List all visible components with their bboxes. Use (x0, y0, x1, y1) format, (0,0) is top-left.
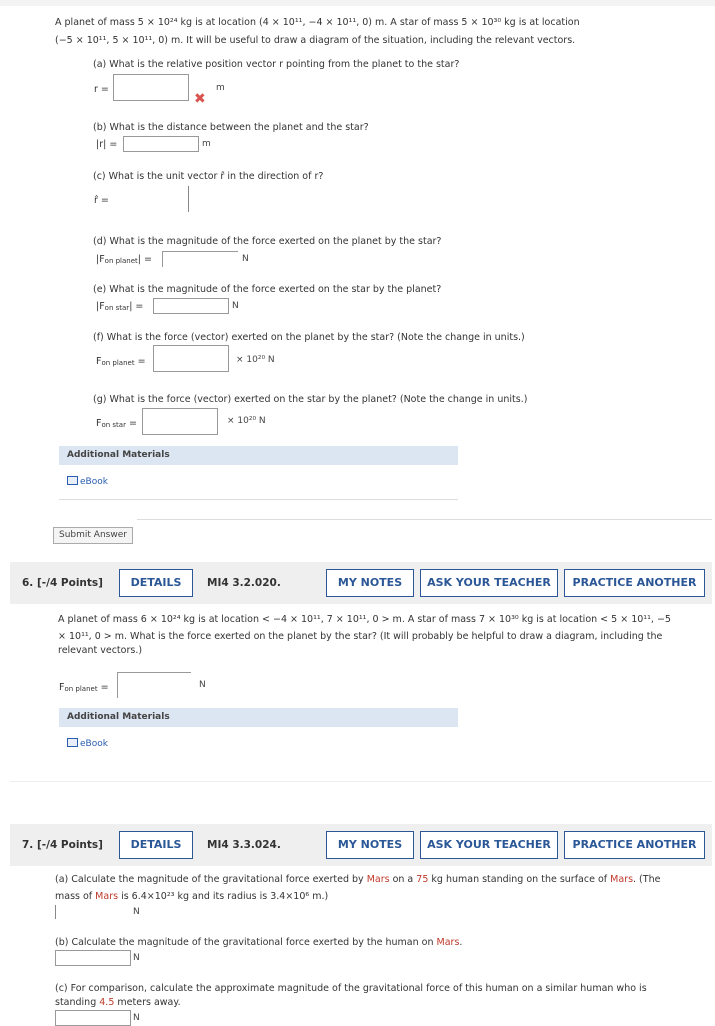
q7a-question-line2 (55, 891, 328, 902)
q5g-question: (g) What is the force (vector) exerted on the star by the planet? (Note the change in units.) (93, 394, 528, 405)
q5b-question: (b) What is the distance between the planet and the star? (93, 122, 369, 133)
q7b-unit: N (133, 953, 140, 963)
book-icon (67, 476, 78, 485)
q7-number: 7. [-/4 Points] (22, 839, 103, 851)
q5e-input[interactable] (153, 298, 229, 314)
q5d-label-main: |F (96, 254, 105, 265)
q7a-text-5: mass of (55, 891, 96, 902)
q5d-label (96, 254, 152, 265)
q5f-label-end: = (137, 356, 146, 367)
q5a-label: r = (94, 84, 109, 95)
q7a-text-1: (a) Calculate the magnitude of the gravitational force exerted by (55, 874, 367, 885)
q5f-input[interactable] (153, 345, 229, 372)
q7b-planet: Mars (436, 937, 460, 948)
q6-code: MI4 3.2.020. (207, 577, 281, 589)
q5e-label (96, 301, 143, 312)
q7c-question-line1: (c) For comparison, calculate the approximate magnitude of the gravitational force of this human on a similar human who is (55, 983, 647, 994)
q6-additional-materials: Additional Materials (59, 708, 458, 727)
incorrect-x-icon: ✖ (194, 91, 206, 107)
top-divider (0, 0, 715, 6)
q5e-label-end: | = (129, 301, 144, 312)
q5f-label (96, 356, 146, 367)
q5d-label-sub: on planet (104, 257, 138, 265)
q6-label-end: = (100, 682, 109, 693)
q7-practice-another-button[interactable]: PRACTICE ANOTHER (564, 831, 705, 859)
q5f-unit: × 10²⁰ N (236, 355, 275, 365)
q7a-mass: 75 (416, 874, 429, 885)
q6-input[interactable] (117, 672, 191, 698)
q7c-text-2: meters away. (114, 997, 181, 1008)
q5g-label-main: F (96, 418, 102, 429)
q6-number: 6. [-/4 Points] (22, 577, 103, 589)
q5b-unit: m (202, 139, 211, 149)
q7c-question-line2 (55, 997, 181, 1008)
q5-ebook-link[interactable] (67, 476, 108, 487)
q5e-label-sub: on star (104, 304, 130, 312)
q6-bottom-divider (10, 781, 712, 782)
q5e-question: (e) What is the magnitude of the force exerted on the star by the planet? (93, 284, 442, 295)
q7a-unit: N (133, 907, 140, 917)
q5f-label-sub: on planet (101, 359, 135, 367)
q7a-text-6: is 6.4×10²³ kg and its radius is 3.4×10⁶ m.) (118, 891, 329, 902)
q7c-text-1: standing (55, 997, 100, 1008)
q5d-question: (d) What is the magnitude of the force exerted on the planet by the star? (93, 236, 442, 247)
q7b-question (55, 937, 462, 948)
q7c-unit: N (133, 1013, 140, 1023)
q6-text-line2: × 10¹¹, 0 > m. What is the force exerted on the planet by the star? (It will probably be helpful to draw a diagram, including the (58, 631, 663, 642)
q7a-question-line1 (55, 874, 660, 885)
q7b-text-1: (b) Calculate the magnitude of the gravitational force exerted by the human on (55, 937, 437, 948)
q5-intro-line1: A planet of mass 5 × 10²⁴ kg is at location (4 × 10¹¹, −4 × 10¹¹, 0) m. A star of mass 5 × 10³⁰ kg is at location (55, 17, 580, 28)
q5b-input[interactable] (123, 136, 199, 152)
q7b-input[interactable] (55, 950, 131, 966)
q5-intro-line2: (−5 × 10¹¹, 5 × 10¹¹, 0) m. It will be useful to draw a diagram of the situation, including the relevant vectors. (55, 35, 576, 46)
q7c-distance: 4.5 (99, 997, 115, 1008)
q6-details-button[interactable]: DETAILS (119, 569, 193, 597)
q5b-label: |r| = (96, 139, 118, 150)
q6-ebook-label: eBook (80, 739, 108, 749)
submit-answer-button[interactable]: Submit Answer (53, 527, 133, 544)
book-icon (67, 738, 78, 747)
q5a-input[interactable] (113, 74, 189, 101)
q5g-input[interactable] (142, 408, 218, 435)
q7-details-button[interactable]: DETAILS (119, 831, 193, 859)
q7a-text-4: . (The (633, 874, 661, 885)
q6-ask-teacher-button[interactable]: ASK YOUR TEACHER (420, 569, 558, 597)
q7a-planet-2: Mars (610, 874, 634, 885)
q7-ask-teacher-button[interactable]: ASK YOUR TEACHER (420, 831, 558, 859)
q5f-label-main: F (96, 356, 102, 367)
q6-label-main: F (59, 682, 65, 693)
q5a-unit: m (216, 83, 225, 93)
q7b-text-2: . (459, 937, 463, 948)
q6-my-notes-button[interactable]: MY NOTES (326, 569, 414, 597)
q5c-question: (c) What is the unit vector r̂ in the direction of r? (93, 171, 324, 182)
submit-divider (137, 519, 712, 520)
q5g-unit: × 10²⁰ N (227, 416, 266, 426)
q5d-unit: N (242, 254, 249, 264)
q7a-text-2: on a (389, 874, 417, 885)
q5g-label (96, 418, 137, 429)
q6-label-sub: on planet (64, 685, 98, 693)
q6-text-line1: A planet of mass 6 × 10²⁴ kg is at location < −4 × 10¹¹, 7 × 10¹¹, 0 > m. A star of mass 7 × 10³⁰ kg is at location < 5 × 10¹¹, −5 (58, 614, 671, 625)
q6-label (59, 682, 109, 693)
q5e-label-main: |F (96, 301, 105, 312)
q7-code: MI4 3.3.024. (207, 839, 281, 851)
q5e-unit: N (232, 301, 239, 311)
q5g-label-end: = (129, 418, 137, 429)
q5c-input[interactable] (188, 186, 189, 212)
q5-ebook-label: eBook (80, 477, 108, 487)
q7a-input[interactable] (55, 905, 56, 919)
q7a-planet-1: Mars (366, 874, 390, 885)
q5d-input[interactable] (162, 251, 238, 267)
q7a-planet-3: Mars (95, 891, 119, 902)
q5a-question: (a) What is the relative position vector r pointing from the planet to the star? (93, 59, 460, 70)
q6-practice-another-button[interactable]: PRACTICE ANOTHER (564, 569, 705, 597)
q5f-question: (f) What is the force (vector) exerted on the planet by the star? (Note the change in units.) (93, 332, 525, 343)
q5d-label-end: | = (137, 254, 152, 265)
q5-additional-materials: Additional Materials (59, 446, 458, 465)
q6-ebook-link[interactable] (67, 738, 108, 749)
q7-my-notes-button[interactable]: MY NOTES (326, 831, 414, 859)
q7a-text-3: kg human standing on the surface of (428, 874, 611, 885)
q5-divider (59, 499, 458, 500)
q5g-label-sub: on star (101, 421, 126, 429)
q5c-label: r̂ = (94, 195, 109, 206)
q6-unit: N (199, 680, 206, 690)
q6-text-line3: relevant vectors.) (58, 645, 143, 656)
